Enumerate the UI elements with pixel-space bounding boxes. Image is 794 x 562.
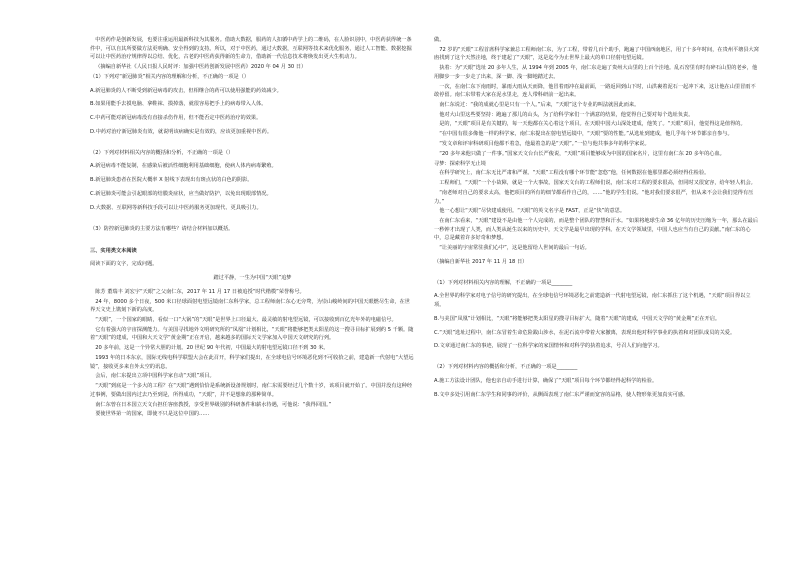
article-paragraph: 南仁东说过：“我的成就心里是只有一个人。”后来，“天眼”这个专业的叫法就因此而来。 [439,101,640,108]
article-paragraph: “发文章和评审科研项目他都不着急，他最着急的是“天眼”。”一位与他共事多年的科学家说。 [439,141,650,148]
article-paragraph: “20 多年来他只做了一件事。”国家天文台台长严俊说，“天眼”项目能够成为中国的国家名片，这里有南仁东 20 多年的心血。 [439,150,725,157]
answer-space [90,218,415,225]
option-b: B.新冠肺炎患者在医院大概率 X 射线下表现出有斑点状的白色的阴影。 [90,177,253,184]
article-paragraph: 会后，南仁东提出立项中国科学家自动“天眼”项目。 [95,373,215,380]
right-column [434,36,759,536]
reading-prompt: 阅读下面的文字，完成问题。 [90,261,158,268]
article-paragraph: 72 岁的“天眼”工程首席科学家兼总工程师南仁东，为了工程，带着几百个助手，跑遍了中国西南地区，用了十多年时间，在贵州平塘县大窝凼找到了这个天然洼地，终于建起了“天眼”，这是迄今为止世界上最大的单口径射电望远镜。 [434,46,759,62]
article-paragraph: “天眼”，一个国家的眼睛，看似一口“大锅”的“天眼”是世界上口径最大、最灵敏的射电望远镜，可以接收到百亿光年外的电磁信号。 [95,317,397,324]
article-paragraph: “天眼”到底是一个多大的工程？在“天眼”遇到恰恰是系统新设备规划时，南仁东需要经过几个数十岁，该项目就开始了。中国并没有这种经过事例，要做出国内过去乃至到是，所得成功，“天眼”，并不是想象的那种简单。 [90,383,413,398]
option-c: C.中药可能对新冠病毒没有直接杀伤作用，但不能否定中医药治疗的效果。 [90,115,262,122]
article-byline: 陈芳 董瑞丰 刘宏宇“天眼”之父南仁东，2017 年 11 月 17 日被追授“时代楷模”荣誉称号。 [95,288,305,295]
option-a: A.新冠肺炎的人不断受到新冠病毒的攻击，但相继合的药可以使用强能的药效减少。 [90,87,282,94]
article-subhead: 寻梦：探索科学无止境 [434,160,486,167]
left-column [90,36,415,536]
article-paragraph: 一次，在南仁东下南雨时，暴雨大雨从天而降，他冒着雨冲在最前面，一路返回到山下时，山洪裹着泥石一起冲下来，这让他在山里冒雨不敢停留。南仁东带着大家在泥水里走，连人带科研前一起出来。 [434,83,756,99]
question-stem: （2）下列对材料相关内容的概括和分析，不正确的一项是（） [90,149,234,156]
article-paragraph: 南仁东曾在日本国立天文台担任客座教授，享受世界级别的科研条件和薪水待遇，可他说：“我得回国。” [95,401,332,408]
option-a: A.新冠病毒不能复制，在感染后被活性细胞利用基础细胞，使病人体内病毒繁殖。 [90,163,277,170]
question-stem: （1）下列对材料相关内容的理解，不正确的一项是________ [434,279,573,286]
article-paragraph: 他对大山里这些要坚持：跑遍了那儿的山头，为了给科学家们一个满意的结果，他觉得自己要对每个选址负责。 [439,111,694,118]
option-d: D.大数据、互联网等新科技手段可以让中医药服务更加现代、更具吸引力。 [90,204,262,211]
article-paragraph: 执着：为“天眼”选址 20 多年人生，从 1994 年到 2005 年，南仁东走遍了贵州大山里的上百个洼地。乱石窑里有时有碎石山里的老乡，他用脚步一步一步走了出来，深一脚、浅一脚地踏过去。 [434,65,758,80]
article-source: （摘编自新华社 2017 年 11 月 18 日） [434,258,528,265]
answer-space [90,234,415,241]
option-d: D.中药对治疗新冠肺炎有效，就说明该病确实是有效的，应该更加重视中医药。 [90,128,273,135]
option-a: A.施工方法设计团队，他也亲自动手进行计算，确保了“天眼”项目每个环节都经得起科学的检验。 [434,377,658,384]
article-paragraph: 是的，“天眼”项目是有关键的，每一天他都在关心着这个项目。在天眼中国大山深处建成，他笑了。“天眼”项目，他觉得这是值得的。 [439,121,746,128]
article-title: 踏过平静，一生为中国“天眼”追梦 [213,275,292,282]
option-c: C.“天眼”选址过程中，南仁东冒着生命危险跋山涉水，在泥石流中带着大家撤离，表现出他对科学事业的执着和对团队成员的关爱。 [434,329,736,336]
question-stem: （2）下列对材料内容的概括和分析，不正确的一项是________ [434,364,578,371]
intro-paragraph: 中医药作是创新发展，也要注重运用最新科技为其服务。借助大数据，服药的人扣循中药学上的二维码，在人脸识别中，中医药获得统一条件中，可以自其所要做方法更明确、安全得到的支持。所以，对于中医药，通过大数据，互联网等技术来优化服务，通过人工智能、数据挖掘可以让中医药治疗规律得以总结、优化，古老的中医药获得新的生命力，借助新一代信息技术将焕发出更大生机动力。 [90,37,412,61]
article-paragraph: 1993 年的日本东京，国际无线电科学联盟大会在此召开，科学家们提出，在全球电信号环境恶化到不可收拾之前，建造新一代射电“大望远镜”，接收更多来自外太空的讯息。 [90,354,414,370]
article-paragraph: “南老师对自己的要求太高，他把项目的所有的细节都看作自己的，……”他的学生们说。“他对我们要求很严，但从来不会让我们觉得有压力。” [434,189,754,205]
article-paragraph: 20 多年前，这是一个异常大胆的计划。20 世纪 90 年代初，中国最大的射电望远镜口径不到 30 米。 [95,345,329,352]
article-paragraph: 它有着强大的宇宙探测能力。与美国寻找地外文明研究所的“凤凰”计划相比，“天眼”将能够把类太阳星的这一搜寻目标扩展到约 5 千颗。随着“天眼”的建成，中国和大天文学“黄金期”正在开启，越来越多的国际天文学家加入中国天文研究的行列。 [90,326,414,342]
article-paragraph: “在中国有很多像他一样的科学家，南仁东提出在射电望远镜中，“天眼”要的性能。”从选址到建成，他几乎每个环节都亲自参与。 [439,131,733,138]
question-stem: （3）防控新冠肺炎的主要方法有哪些？请结合材料加以概括。 [90,225,234,232]
question-stem: （1）下列对“新冠肺炎”相关内容的理解和分析，不正确的一项是（） [90,73,250,80]
article-paragraph: “让美丽的宇宙常驻我们心中”，这是他留给人世间的最后一句话。 [439,245,590,252]
option-b: B.文中多处引用南仁东学生和同事的评价，从侧面表现了南仁东严谨而宽容的品格，使人物形象更加真实可感。 [434,391,689,398]
intro-source: （摘编自新华社《人民日报人民时评：加强中医药创新发展中医药》2020 年 04 月 30 日） [95,63,307,70]
article-paragraph: 24 年，8000 多个日夜，500 米口径球面射电望远镜南仁东科学家，总工程师南仁东心无旁骛，为崇山峻岭间的中国天眼燃尽生命，在世界天文史上镌刻下新的高度。 [90,298,410,314]
option-a: A.全世界的科学家对电子信号的研究提出，在全球电信号环境恶化之前建造新一代射电望远镜，南仁东抓住了这个机遇，“天眼”项目得以立项。 [434,293,751,308]
article-continuation: 做。 [434,37,445,43]
article-paragraph: 他一心想让“天眼”尽快建成使用。“天眼”的英文名字是 FAST，正是“快”的意思。 [439,208,626,215]
option-b: B.与美国“凤凰”计划相比，“天眼”将能够把类太阳星的搜寻目标扩大，随着“天眼”的建成，中国天文学的“黄金期”正在开启。 [434,315,721,322]
option-d: D.文章通过南仁东的事迹，展现了一位科学家的家国情怀和对科学的执着追求，号召人们向他学习。 [434,343,663,350]
article-paragraph: 在南仁东看来，“天眼”建设不是由他一个人完成的，而是整个团队的智慧和汗水。“如果将地球生命 36 亿年的历史压缩为一年，那么在最后一秒钟才出现了人类，而人类从诞生以来的历史中，天文学是最早出现的学科。在天文学领域里，中国人也应当有自己的贡献。”南仁东的心中，总是藏着许多好奇和梦想。 [434,218,759,242]
option-b: B.如果用能手去摸电脑、拿鞋袜、摸掉落，就很容易把手上的病毒带入人体。 [90,101,267,108]
option-c: C.新冠肺炎可能会引起眼部的结膜炎症状，应当做好防护，以免出现眼部情况。 [90,191,272,197]
article-paragraph: 要使世界第一的国家，即使不只是这位中国的…… [95,411,210,418]
answer-space [434,356,759,363]
article-paragraph: 在科学研究上，南仁东无比严肃和严谨。“天眼”工程没有哪个环节能“忽悠”他，任何数据在他那里都必须经得住检验。 [439,170,710,177]
section-title: 三、实用类文本阅读 [90,247,137,254]
answer-space [434,272,759,279]
answer-space [90,142,415,149]
article-paragraph: 工程师们，“天眼”一个小故障，就是一个大事故。国家天文台的工程师们说，南仁东对工程的要求很高，但同时又很宽容，给年轻人机会。 [439,180,756,187]
